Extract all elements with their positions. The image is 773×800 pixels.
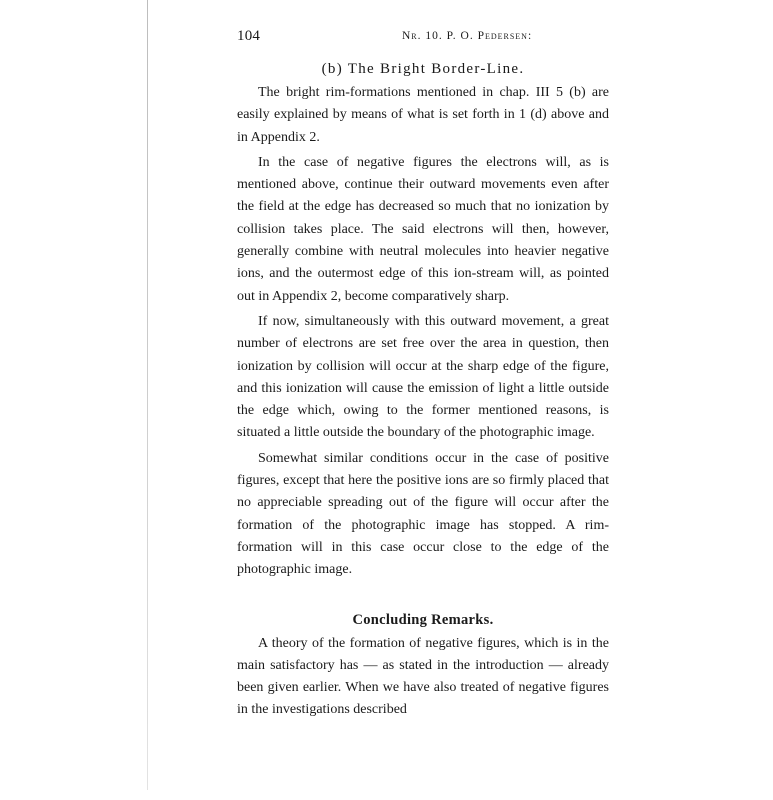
page-header	[237, 28, 609, 50]
body-paragraph: In the case of negative figures the electrons will, as is mentioned above, continue their outward movements even after the field at the edge has decreased so much that no ionization by collision takes place. The said electrons will then, however, generally combine with neutral molecules into heavier negative ions, and the outermost edge of this ion-stream will, as pointed out in Appendix 2, become comparatively sharp.	[237, 154, 609, 304]
binding-edge-line	[147, 0, 148, 790]
body-paragraph: Somewhat similar conditions occur in the case of positive figures, except that here the positive ions are so firmly placed that no appreciable spreading out of the figure will occur after the formation of the photographic image has stopped. A rim-formation will in this case occur close to the edge of the photographic image.	[237, 450, 609, 578]
running-head: Nr. 10. P. O. Pedersen:	[402, 30, 533, 42]
page-number: 104	[237, 28, 261, 44]
body-paragraph: The bright rim-formations mentioned in chap. III 5 (b) are easily explained by means of what is set forth in 1 (d) above and in Appendix 2.	[237, 85, 609, 145]
concluding-remarks-heading: Concluding Remarks.	[352, 611, 494, 628]
concluding-paragraph: A theory of the formation of negative figures, which is in the main satisfactory has — as stated in the introduction — already been given earlier. When we have also treated of negative figures in the investigations described	[237, 635, 609, 718]
body-paragraph: If now, simultaneously with this outward movement, a great number of electrons are set free over the area in question, then ionization by collision will occur at the sharp edge of the figure, and this ionization will cause the emission of light a little outside the edge which, owing to the former mentioned reasons, is situated a little outside the boundary of the photographic image.	[237, 313, 609, 441]
document-page	[237, 28, 609, 722]
section-title: (b) The Bright Border-Line.	[321, 61, 525, 77]
